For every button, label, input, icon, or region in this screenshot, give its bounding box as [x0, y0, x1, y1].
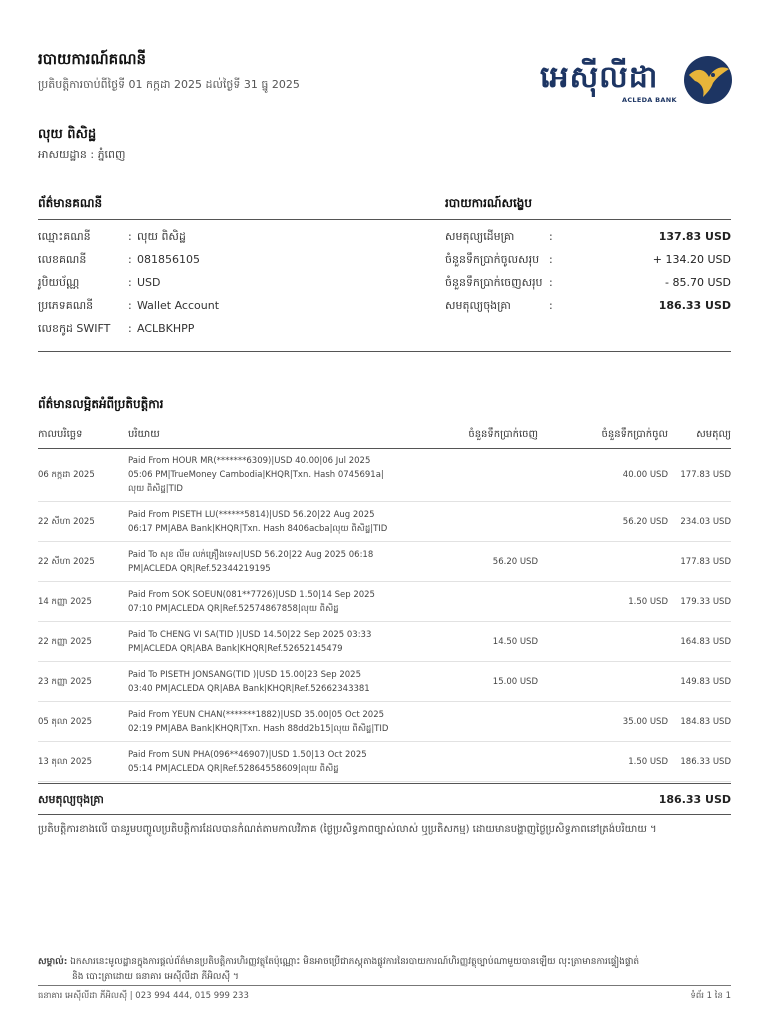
- transaction-debit: [428, 702, 548, 742]
- account-info-row: [38, 299, 428, 317]
- closing-balance-label: សមតុល្យចុងគ្រា: [38, 793, 104, 806]
- separator-colon: :: [549, 299, 553, 312]
- description-line: 07:10 PM|ACLEDA QR|Ref.52574867858|លុយ ពិសិដ្ឋ: [128, 603, 339, 614]
- transaction-credit: [548, 622, 678, 662]
- transaction-date: 05 តុលា 2025: [38, 702, 128, 742]
- page-number: ទំព័រ 1 នៃ 1: [690, 991, 731, 1001]
- account-info-value: ACLBKHPP: [137, 322, 195, 335]
- transaction-row: [38, 622, 731, 662]
- transaction-debit: [428, 582, 548, 622]
- separator-colon: :: [128, 322, 132, 335]
- account-info-row: [38, 322, 428, 340]
- transaction-date: 13 តុលា 2025: [38, 742, 128, 782]
- transaction-debit: [428, 449, 548, 502]
- transaction-date: 22 កញ្ញា 2025: [38, 622, 128, 662]
- transaction-debit: 15.00 USD: [428, 662, 548, 702]
- transaction-balance: 177.83 USD: [678, 449, 731, 502]
- transaction-credit: 40.00 USD: [548, 449, 678, 502]
- eagle-emblem-icon: [683, 55, 733, 105]
- description-line: 02:19 PM|ABA Bank|KHQR|Txn. Hash 88dd2b15|លុយ ពិសិដ្ឋ|TID: [128, 723, 389, 734]
- description-line: Paid From PISETH LU(******5814)|USD 56.20|22 Aug 2025: [128, 509, 375, 520]
- summary-label: ចំនួនទឹកប្រាក់ចេញសរុប: [445, 276, 543, 289]
- description-line: 05:14 PM|ACLEDA QR|Ref.52864558609|លុយ ពិសិដ្ឋ: [128, 763, 339, 774]
- transactions-table: [38, 420, 731, 782]
- account-info-row: [38, 230, 428, 248]
- section-divider: [38, 219, 731, 220]
- column-header-description: បរិយាយ: [128, 420, 428, 449]
- description-line: Paid To PISETH JONSANG(TID )|USD 15.00|23 Sep 2025: [128, 669, 361, 680]
- description-line: Paid From SOK SOEUN(081**7726)|USD 1.50|14 Sep 2025: [128, 589, 375, 600]
- separator-colon: :: [549, 253, 553, 266]
- transaction-credit: 1.50 USD: [548, 742, 678, 782]
- description-line: 06:17 PM|ABA Bank|KHQR|Txn. Hash 8406acba|លុយ ពិសិដ្ឋ|TID: [128, 523, 388, 534]
- footer-divider: [38, 985, 731, 986]
- column-header-balance: សមតុល្យ: [678, 420, 731, 449]
- transaction-balance: 184.83 USD: [678, 702, 731, 742]
- transaction-balance: 149.83 USD: [678, 662, 731, 702]
- summary-label: សមតុល្យចុងគ្រា: [445, 299, 511, 312]
- column-header-debit: ចំនួនទឹកប្រាក់ចេញ: [428, 420, 548, 449]
- transaction-debit: 56.20 USD: [428, 542, 548, 582]
- transaction-balance: 186.33 USD: [678, 742, 731, 782]
- transaction-row: [38, 662, 731, 702]
- summary-value: + 134.20 USD: [652, 253, 731, 266]
- account-info-label: ប្រភេទគណនី: [38, 299, 94, 312]
- account-info-value: USD: [137, 276, 161, 289]
- transaction-balance: 164.83 USD: [678, 622, 731, 662]
- transaction-balance: 234.03 USD: [678, 502, 731, 542]
- transaction-row: [38, 502, 731, 542]
- transaction-description: [128, 502, 428, 542]
- description-line: 03:40 PM|ACLEDA QR|ABA Bank|KHQR|Ref.52662343381: [128, 683, 370, 694]
- account-info-row: [38, 276, 428, 294]
- summary-heading: របាយការណ៍សង្ខេប: [445, 196, 533, 210]
- account-info-row: [38, 253, 428, 271]
- transaction-row: [38, 582, 731, 622]
- account-info-value: Wallet Account: [137, 299, 220, 312]
- account-info-value: 081856105: [137, 253, 200, 266]
- logo-text: អេស៊ីលីដា: [540, 60, 659, 95]
- scheduled-transactions-note: ប្រតិបត្តិការខាងលើ បានរួមបញ្ចូលប្រតិបត្តិការដែលបានកំណត់តាមកាលវិភាគ (ថ្ងៃប្រសិទ្ធភាពច្បាស់លាស់ ឬប្រតិសកម្ម) ដោយមានបង្ហាញថ្ងៃប្រសិទ្ធភាពនៅត្រង់បរិយាយ ។: [38, 824, 657, 835]
- transaction-debit: 14.50 USD: [428, 622, 548, 662]
- transaction-credit: 35.00 USD: [548, 702, 678, 742]
- remark-text-line1: ឯកសារនេះមូលដ្ឋានក្នុងការផ្តល់ព័ត៌មានប្រតិបត្តិការហិរញ្ញវត្ថុតែប៉ុណ្ណោះ មិនអាចប្រើជាភស្តុតាងផ្លូវការនៃរបាយការណ៍ហិរញ្ញវត្ថុច្បាប់ណាមួយបានឡើយ លុះត្រាមានការផ្ទៀងផ្ទាត់: [67, 957, 640, 967]
- transaction-date: 22 សីហា 2025: [38, 542, 128, 582]
- description-line: Paid To CHENG VI SA(TID )|USD 14.50|22 Sep 2025 03:33: [128, 629, 372, 640]
- transaction-credit: [548, 542, 678, 582]
- statement-title: របាយការណ៍គណនី: [38, 50, 147, 68]
- account-info-heading: ព័ត៌មានគណនី: [38, 196, 103, 210]
- closing-bottom-divider: [38, 814, 731, 815]
- description-line: Paid From HOUR MR(*******6309)|USD 40.00|06 Jul 2025: [128, 456, 371, 466]
- account-info-label: រូបិយប័ណ្ណ: [38, 276, 80, 289]
- transaction-row: [38, 702, 731, 742]
- summary-label: ចំនួនទឹកប្រាក់ចូលសរុប: [445, 253, 540, 266]
- account-info-value: លុយ ពិសិដ្ឋ: [137, 230, 186, 243]
- summary-row: [445, 253, 731, 271]
- column-header-date: កាលបរិច្ឆេទ: [38, 420, 128, 449]
- description-line: Paid To សុខ លីម លក់គ្រឿងទេស|USD 56.20|22 Aug 2025 06:18: [128, 549, 374, 560]
- transaction-description: [128, 742, 428, 782]
- bank-contact: ធនាគារ អេស៊ីលីដា ភីអិលស៊ី | 023 994 444, 015 999 233: [38, 991, 249, 1001]
- transaction-balance: 177.83 USD: [678, 542, 731, 582]
- transaction-credit: [548, 662, 678, 702]
- description-line: PM|ACLEDA QR|Ref.52344219195: [128, 563, 271, 574]
- transaction-balance: 179.33 USD: [678, 582, 731, 622]
- summary-value: 186.33 USD: [658, 299, 731, 312]
- separator-colon: :: [128, 299, 132, 312]
- section-divider: [38, 351, 731, 352]
- account-info-list: [38, 230, 428, 345]
- transaction-date: 06 កក្កដា 2025: [38, 449, 128, 502]
- transaction-description: [128, 449, 428, 502]
- logo-subtitle: ACLEDA BANK: [622, 96, 677, 104]
- separator-colon: :: [128, 230, 132, 243]
- remark-label: សម្គាល់:: [38, 957, 68, 967]
- summary-row: [445, 276, 731, 294]
- separator-colon: :: [549, 230, 553, 243]
- statement-period: ប្រតិបត្តិការចាប់ពីថ្ងៃទី 01 កក្កដា 2025 ដល់ថ្ងៃទី 31 ធ្នូ 2025: [38, 78, 300, 91]
- transaction-debit: [428, 742, 548, 782]
- description-line: 05:06 PM|TrueMoney Cambodia|KHQR|Txn. Hash 0745691a|: [128, 470, 384, 480]
- account-info-label: ឈ្មោះគណនី: [38, 230, 91, 243]
- description-line: PM|ACLEDA QR|ABA Bank|KHQR|Ref.52652145479: [128, 643, 343, 654]
- column-header-credit: ចំនួនទឹកប្រាក់ចូល: [548, 420, 678, 449]
- description-line: Paid From YEUN CHAN(*******1882)|USD 35.00|05 Oct 2025: [128, 709, 385, 720]
- transaction-credit: 1.50 USD: [548, 582, 678, 622]
- description-line: លុយ ពិសិដ្ឋ|TID: [128, 484, 183, 494]
- transaction-date: 22 សីហា 2025: [38, 502, 128, 542]
- transaction-description: [128, 662, 428, 702]
- transaction-row: [38, 449, 731, 502]
- description-line: Paid From SUN PHA(096**46907)|USD 1.50|13 Oct 2025: [128, 749, 367, 760]
- transaction-description: [128, 702, 428, 742]
- summary-value: 137.83 USD: [658, 230, 731, 243]
- closing-top-divider: [38, 783, 731, 784]
- closing-balance-value: 186.33 USD: [658, 793, 731, 806]
- remark-block: [38, 955, 728, 985]
- transaction-debit: [428, 502, 548, 542]
- transaction-description: [128, 542, 428, 582]
- transaction-date: 14 កញ្ញា 2025: [38, 582, 128, 622]
- transaction-row: [38, 542, 731, 582]
- transaction-description: [128, 582, 428, 622]
- customer-name: លុយ ពិសិដ្ឋ: [38, 127, 97, 142]
- summary-row: [445, 299, 731, 317]
- summary-row: [445, 230, 731, 248]
- summary-value: - 85.70 USD: [665, 276, 731, 289]
- separator-colon: :: [128, 276, 132, 289]
- table-header-row: [38, 420, 731, 449]
- customer-address: អាសយដ្ឋាន : ភ្នំពេញ: [38, 148, 126, 161]
- transaction-row: [38, 742, 731, 782]
- transaction-date: 23 កញ្ញា 2025: [38, 662, 128, 702]
- account-info-label: លេខកូដ SWIFT: [38, 322, 111, 335]
- transaction-description: [128, 622, 428, 662]
- separator-colon: :: [549, 276, 553, 289]
- summary-label: សមតុល្យដើមគ្រា: [445, 230, 515, 243]
- transaction-credit: 56.20 USD: [548, 502, 678, 542]
- transactions-heading: ព័ត៌មានលម្អិតអំពីប្រតិបត្តិការ: [38, 397, 164, 411]
- acleda-logo: [540, 52, 735, 112]
- account-info-label: លេខគណនី: [38, 253, 87, 266]
- remark-text-line2: និង បោះត្រាដោយ ធនាគារ អេស៊ីលីដា ភីអិលស៊ី ។: [72, 972, 239, 982]
- summary-list: [445, 230, 731, 325]
- separator-colon: :: [128, 253, 132, 266]
